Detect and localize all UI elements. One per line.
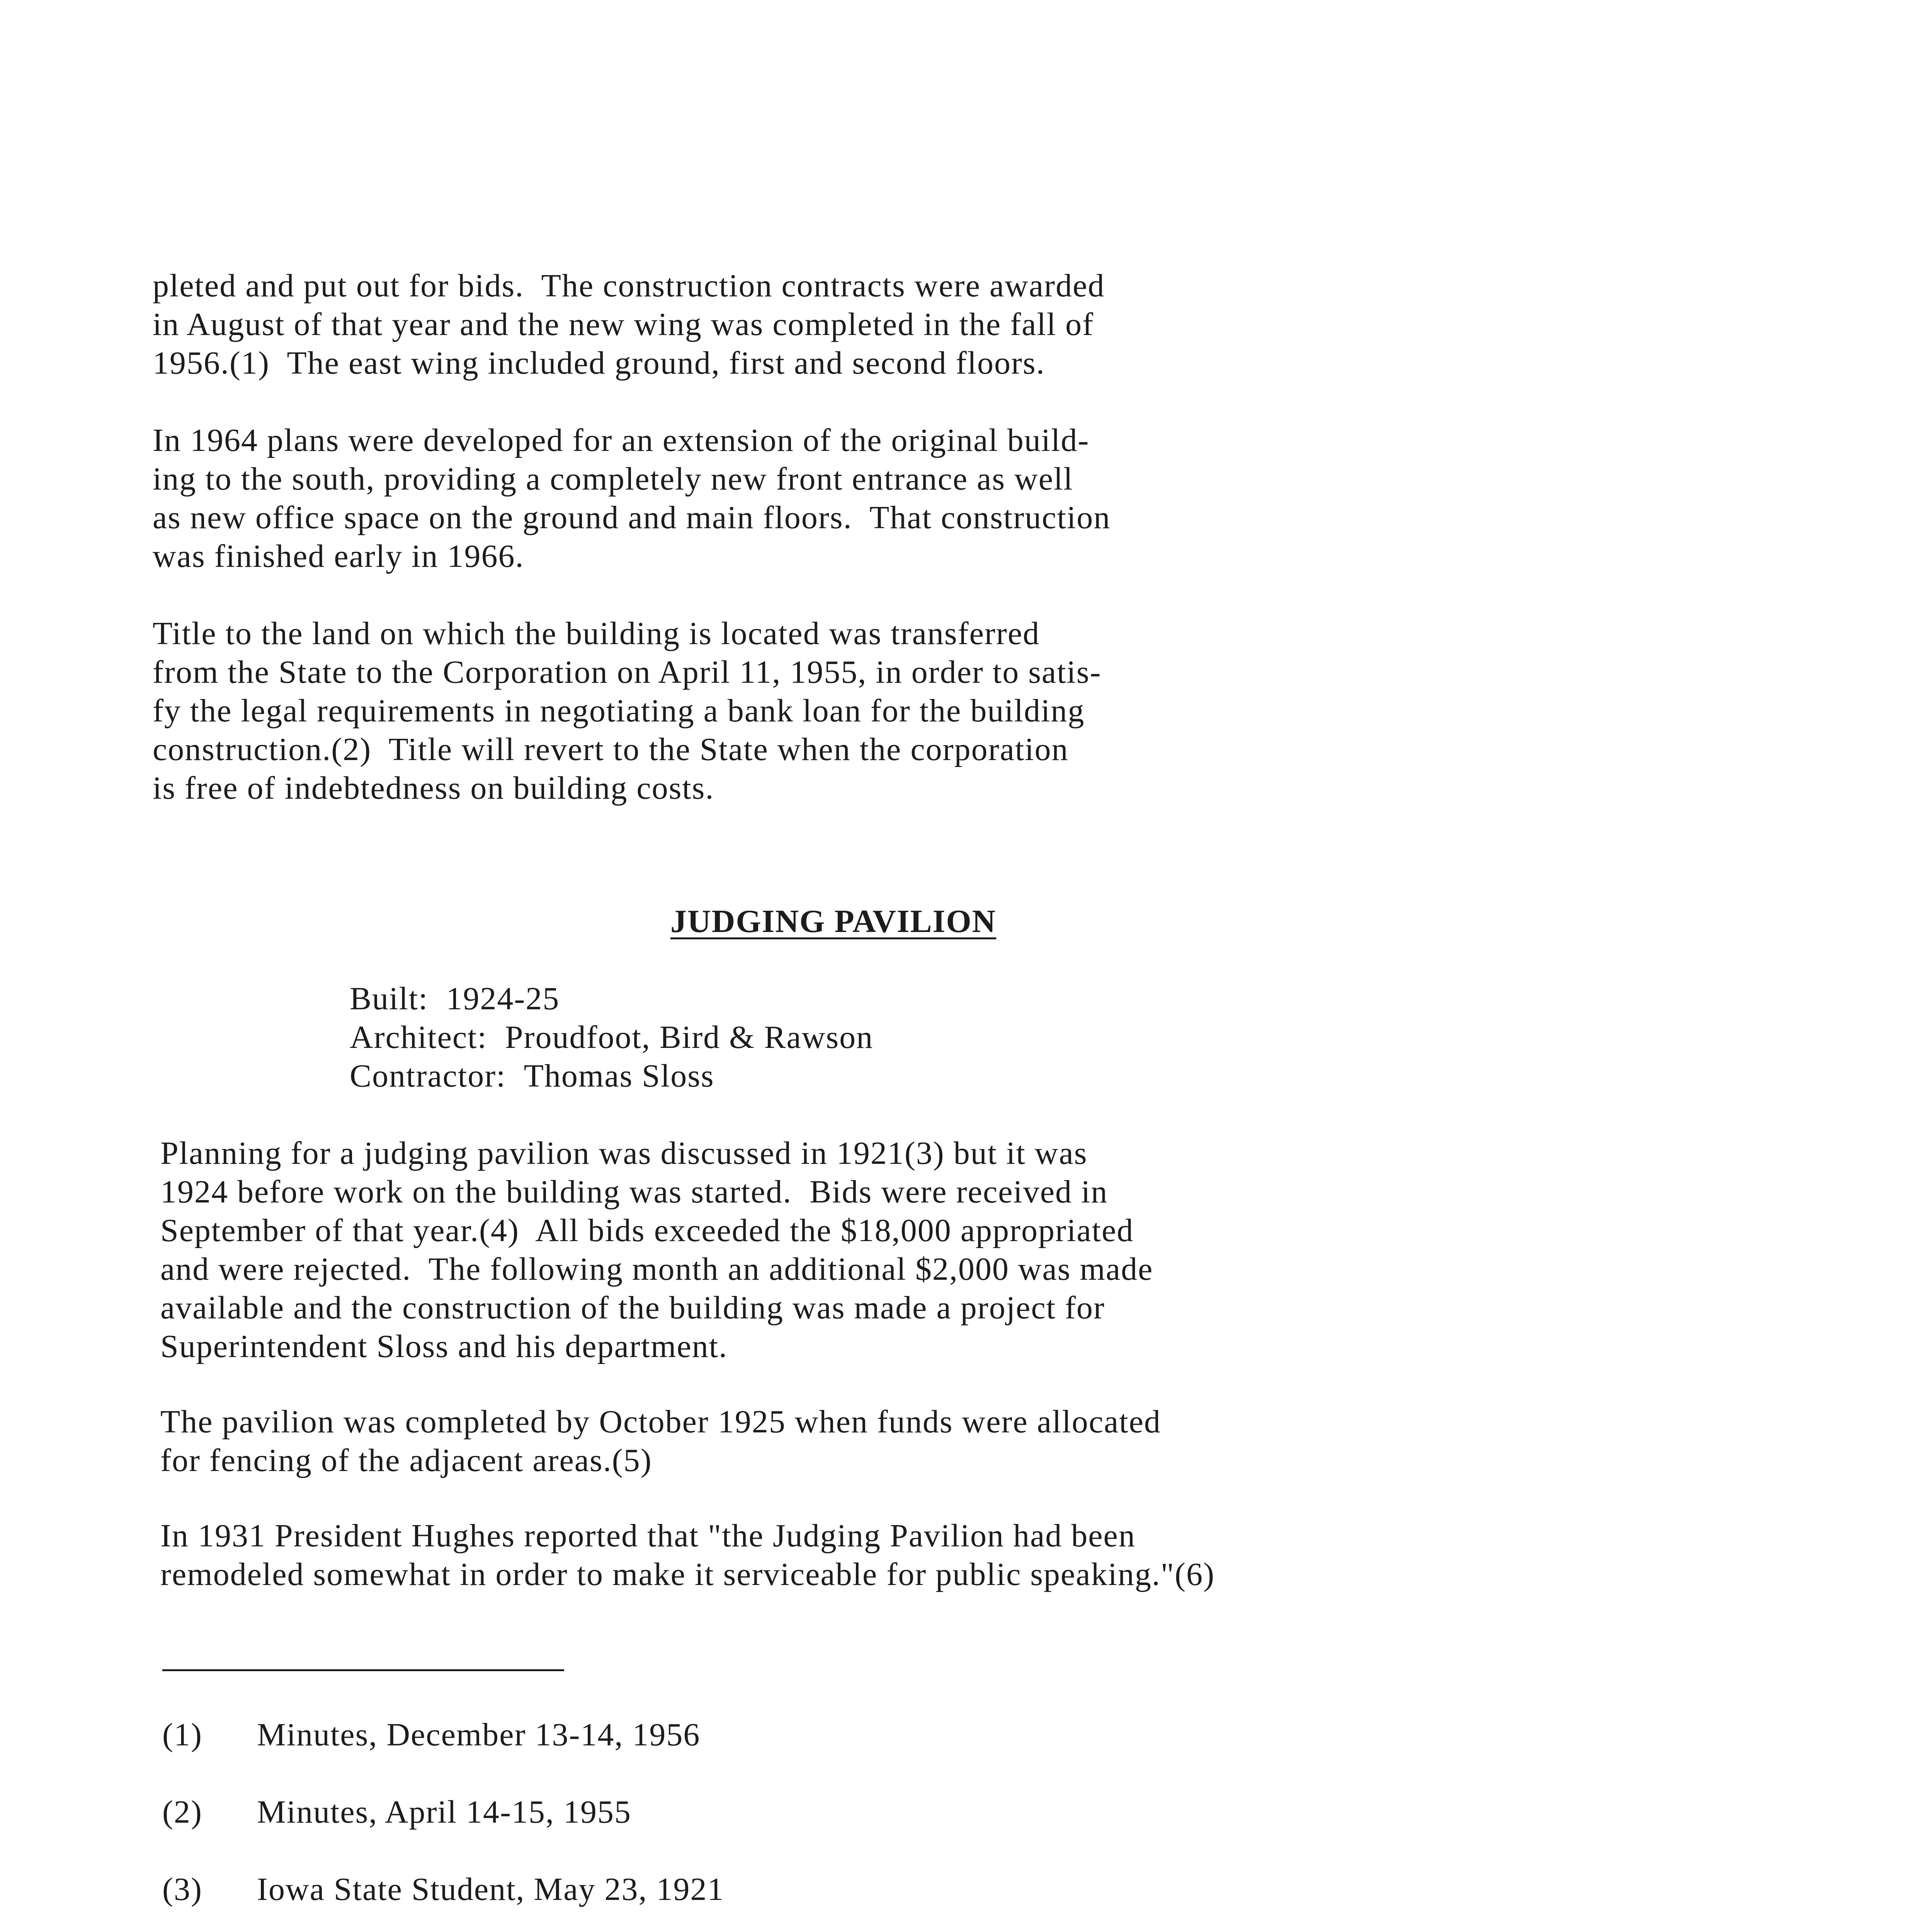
text-line: was finished early in 1966. bbox=[153, 538, 524, 574]
paragraph-pavilion-remodeled bbox=[160, 1517, 1783, 1594]
footnote-3 bbox=[162, 1870, 724, 1932]
info-label: Architect: bbox=[350, 1019, 505, 1055]
paragraph-pavilion-completed bbox=[160, 1403, 1783, 1480]
text-line: and were rejected. The following month an additional $2,000 was made bbox=[160, 1251, 1153, 1287]
info-value: Thomas Sloss bbox=[524, 1058, 714, 1094]
text-line: Title to the land on which the building is located was transferred bbox=[153, 616, 1040, 651]
paragraph-east-wing bbox=[153, 267, 1776, 383]
info-row-contractor bbox=[350, 1057, 873, 1095]
footnote-number: (3) bbox=[162, 1871, 202, 1907]
info-row-built bbox=[350, 980, 873, 1018]
text-line: construction.(2) Title will revert to the State when the corporation bbox=[153, 731, 1069, 767]
text-line: remodeled somewhat in order to make it serviceable for public speaking."(6) bbox=[160, 1556, 1215, 1592]
info-label: Built: bbox=[350, 981, 446, 1017]
footnote-text: Minutes, December 13-14, 1956 bbox=[257, 1717, 701, 1753]
text-line: Planning for a judging pavilion was discussed in 1921(3) but it was bbox=[160, 1135, 1088, 1171]
text-line: available and the construction of the building was made a project for bbox=[160, 1290, 1105, 1326]
footnote-2 bbox=[162, 1793, 724, 1870]
info-row-architect bbox=[350, 1018, 873, 1057]
text-line: from the State to the Corporation on April 11, 1955, in order to satis- bbox=[153, 654, 1102, 690]
text-line: ing to the south, providing a completely new front entrance as well bbox=[153, 461, 1073, 497]
footnote-number: (1) bbox=[162, 1717, 202, 1753]
footnote-text: Iowa State Student, May 23, 1921 bbox=[257, 1871, 724, 1907]
paragraph-south-extension bbox=[153, 421, 1776, 576]
footnote-1 bbox=[162, 1716, 724, 1793]
text-line: In 1964 plans were developed for an extension of the original build- bbox=[153, 422, 1090, 458]
text-line: in August of that year and the new wing was completed in the fall of bbox=[153, 306, 1094, 342]
text-line: Superintendent Sloss and his department. bbox=[160, 1328, 728, 1364]
info-value: Proudfoot, Bird & Rawson bbox=[505, 1019, 874, 1055]
text-line: September of that year.(4) All bids exceeded the $18,000 appropriated bbox=[160, 1213, 1134, 1248]
info-label: Contractor: bbox=[350, 1058, 524, 1094]
footnote-number: (2) bbox=[162, 1794, 202, 1830]
text-line: 1924 before work on the building was started. Bids were received in bbox=[160, 1174, 1108, 1210]
paragraph-land-title bbox=[153, 614, 1776, 808]
footnote-text: Minutes, April 14-15, 1955 bbox=[257, 1794, 631, 1830]
footnotes bbox=[162, 1716, 724, 1932]
text-line: for fencing of the adjacent areas.(5) bbox=[160, 1442, 652, 1478]
text-line: as new office space on the ground and main floors. That construction bbox=[153, 500, 1111, 536]
text-line: 1956.(1) The east wing included ground, first and second floors. bbox=[153, 345, 1045, 381]
text-line: fy the legal requirements in negotiating a bank loan for the building bbox=[153, 693, 1085, 729]
text-line: In 1931 President Hughes reported that "the Judging Pavilion had been bbox=[160, 1518, 1136, 1554]
text-line: is free of indebtedness on building costs. bbox=[153, 770, 714, 806]
paragraph-pavilion-planning bbox=[160, 1134, 1783, 1366]
text-line: pleted and put out for bids. The construction contracts were awarded bbox=[153, 268, 1105, 304]
building-info bbox=[350, 980, 873, 1095]
footnote-divider bbox=[162, 1669, 564, 1671]
text-line: The pavilion was completed by October 1925 when funds were allocated bbox=[160, 1404, 1161, 1440]
section-heading: JUDGING PAVILION bbox=[670, 903, 997, 939]
info-value: 1924-25 bbox=[446, 981, 560, 1017]
